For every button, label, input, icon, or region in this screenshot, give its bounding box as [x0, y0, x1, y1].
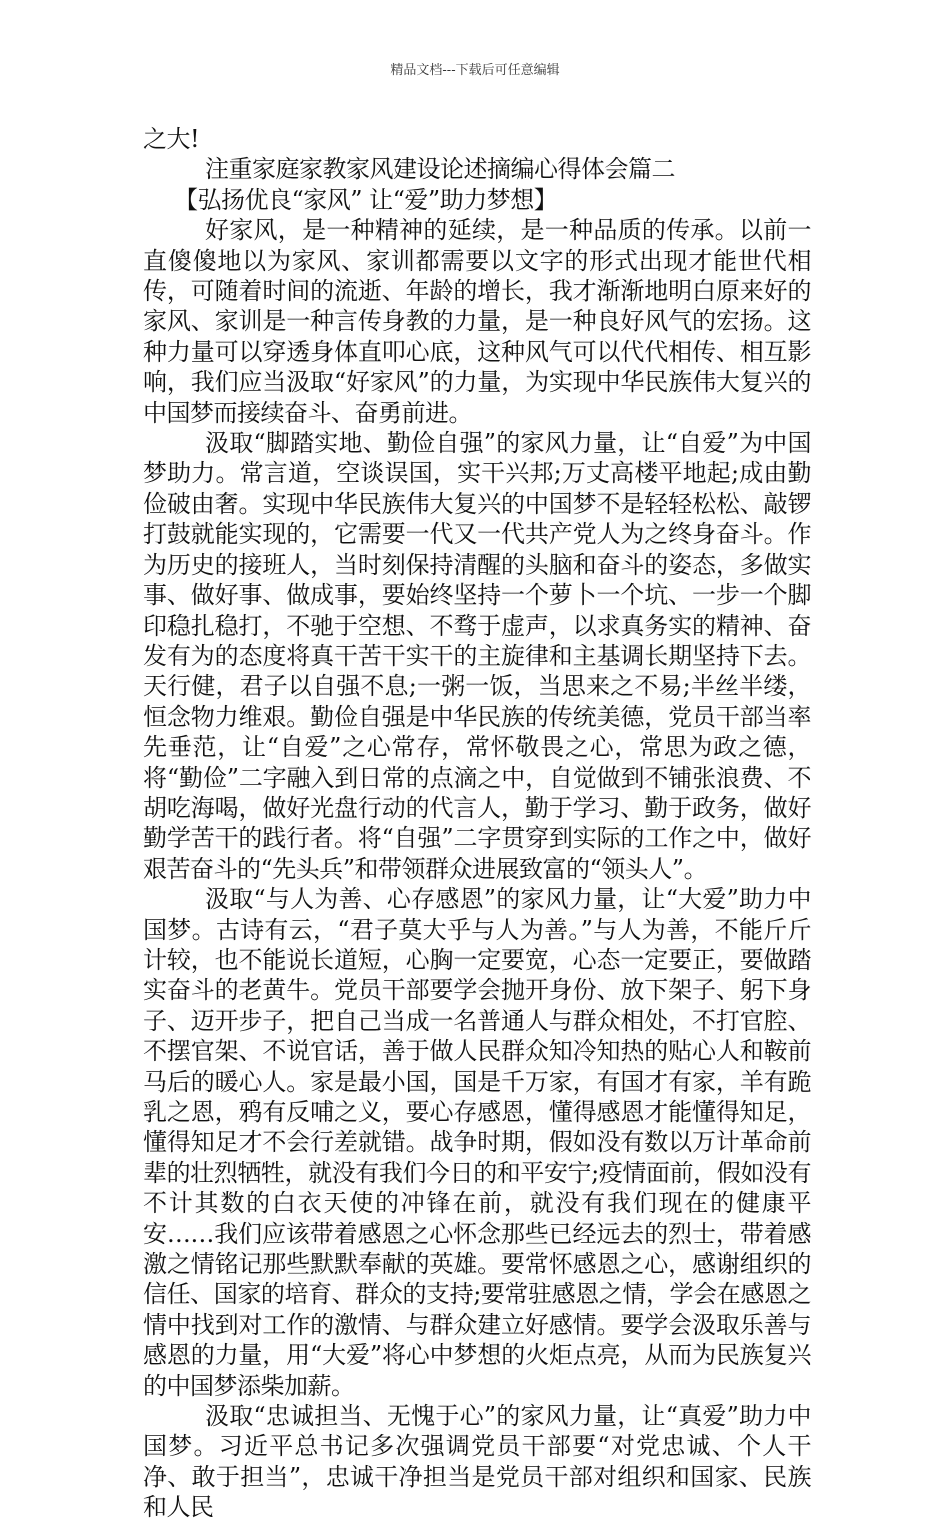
- document-body: [143, 124, 811, 1523]
- opening-line: 之大!: [143, 125, 200, 153]
- paragraph-self-love: 汲取“脚踏实地、勤俭自强”的家风力量，让“自爱”为中国梦助力。常言道，空谈误国，实干兴邦;万丈高楼平地起;成由勤俭破由奢。实现中华民族伟大复兴的中国梦不是轻轻松松、敲锣打鼓就能实现的，它需要一代又一代共产党人为之终身奋斗。作为历史的接班人，当时刻保持清醒的头脑和奋斗的姿态，多做实事、做好事、做成事，要始终坚持一个萝卜一个坑、一步一个脚印稳扎稳打，不驰于空想、不骛于虚声，以求真务实的精神、奋发有为的态度将真干苦干实干的主旋律和主基调长期坚持下去。天行健，君子以自强不息;一粥一饭，当思来之不易;半丝半缕，恒念物力维艰。勤俭自强是中华民族的传统美德，党员干部当率先垂范，让“自爱”之心常存，常怀敬畏之心，常思为政之德，将“勤俭”二字融入到日常的点滴之中，自觉做到不铺张浪费、不胡吃海喝，做好光盘行动的代言人，勤于学习、勤于政务，做好勤学苦干的践行者。将“自强”二字贯穿到实际的工作之中，做好艰苦奋斗的“先头兵”和带领群众进展致富的“领头人”。: [143, 429, 811, 883]
- paragraph-great-love: 汲取“与人为善、心存感恩”的家风力量，让“大爱”助力中国梦。古诗有云，“君子莫大乎与人为善。”与人为善，不能斤斤计较，也不能说长道短，心胸一定要宽，心态一定要正，要做踏实奋斗的老黄牛。党员干部要学会抛开身份、放下架子、躬下身子、迈开步子，把自己当成一名普通人与群众相处，不打官腔、不摆官架、不说官话，善于做人民群众知冷知热的贴心人和鞍前马后的暖心人。家是最小国，国是千万家，有国才有家，羊有跪乳之恩，鸦有反哺之义，要心存感恩，懂得感恩才能懂得知足，懂得知足才不会行差就错。战争时期，假如没有数以万计革命前辈的壮烈牺牲，就没有我们今日的和平安宁;疫情面前，假如没有不计其数的白衣天使的冲锋在前，就没有我们现在的健康平安……我们应该带着感恩之心怀念那些已经远去的烈士，带着感激之情铭记那些默默奉献的英雄。要常怀感恩之心，感谢组织的信任、国家的培育、群众的支持;要常驻感恩之情，学会在感恩之情中找到对工作的激情、与群众建立好感情。要学会汲取乐善与感恩的力量，用“大爱”将心中梦想的火炬点亮，从而为民族复兴的中国梦添柴加薪。: [143, 885, 811, 1400]
- paragraph-intro: 好家风，是一种精神的延续，是一种品质的传承。以前一直傻傻地以为家风、家训都需要以文字的形式出现才能世代相传，可随着时间的流逝、年龄的增长，我才渐渐地明白原来好的家风、家训是一种言传身教的力量，是一种良好风气的宏扬。这种力量可以穿透身体直叩心底，这种风气可以代代相传、相互影响，我们应当汲取“好家风”的力量，为实现中华民族伟大复兴的中国梦而接续奋斗、奋勇前进。: [143, 216, 811, 427]
- article-title: 注重家庭家教家风建设论述摘编心得体会篇二: [205, 155, 675, 184]
- paragraph-true-love: 汲取“忠诚担当、无愧于心”的家风力量，让“真爱”助力中国梦。习近平总书记多次强调党员干部要“对党忠诚、个人干净、敢于担当”，忠诚干净担当是党员干部对组织和国家、民族和人民: [143, 1402, 811, 1522]
- page-header: 精品文档---下载后可任意编辑: [390, 63, 560, 78]
- article-subtitle: 【弘扬优良“家风” 让“爱”助力梦想】: [174, 185, 558, 214]
